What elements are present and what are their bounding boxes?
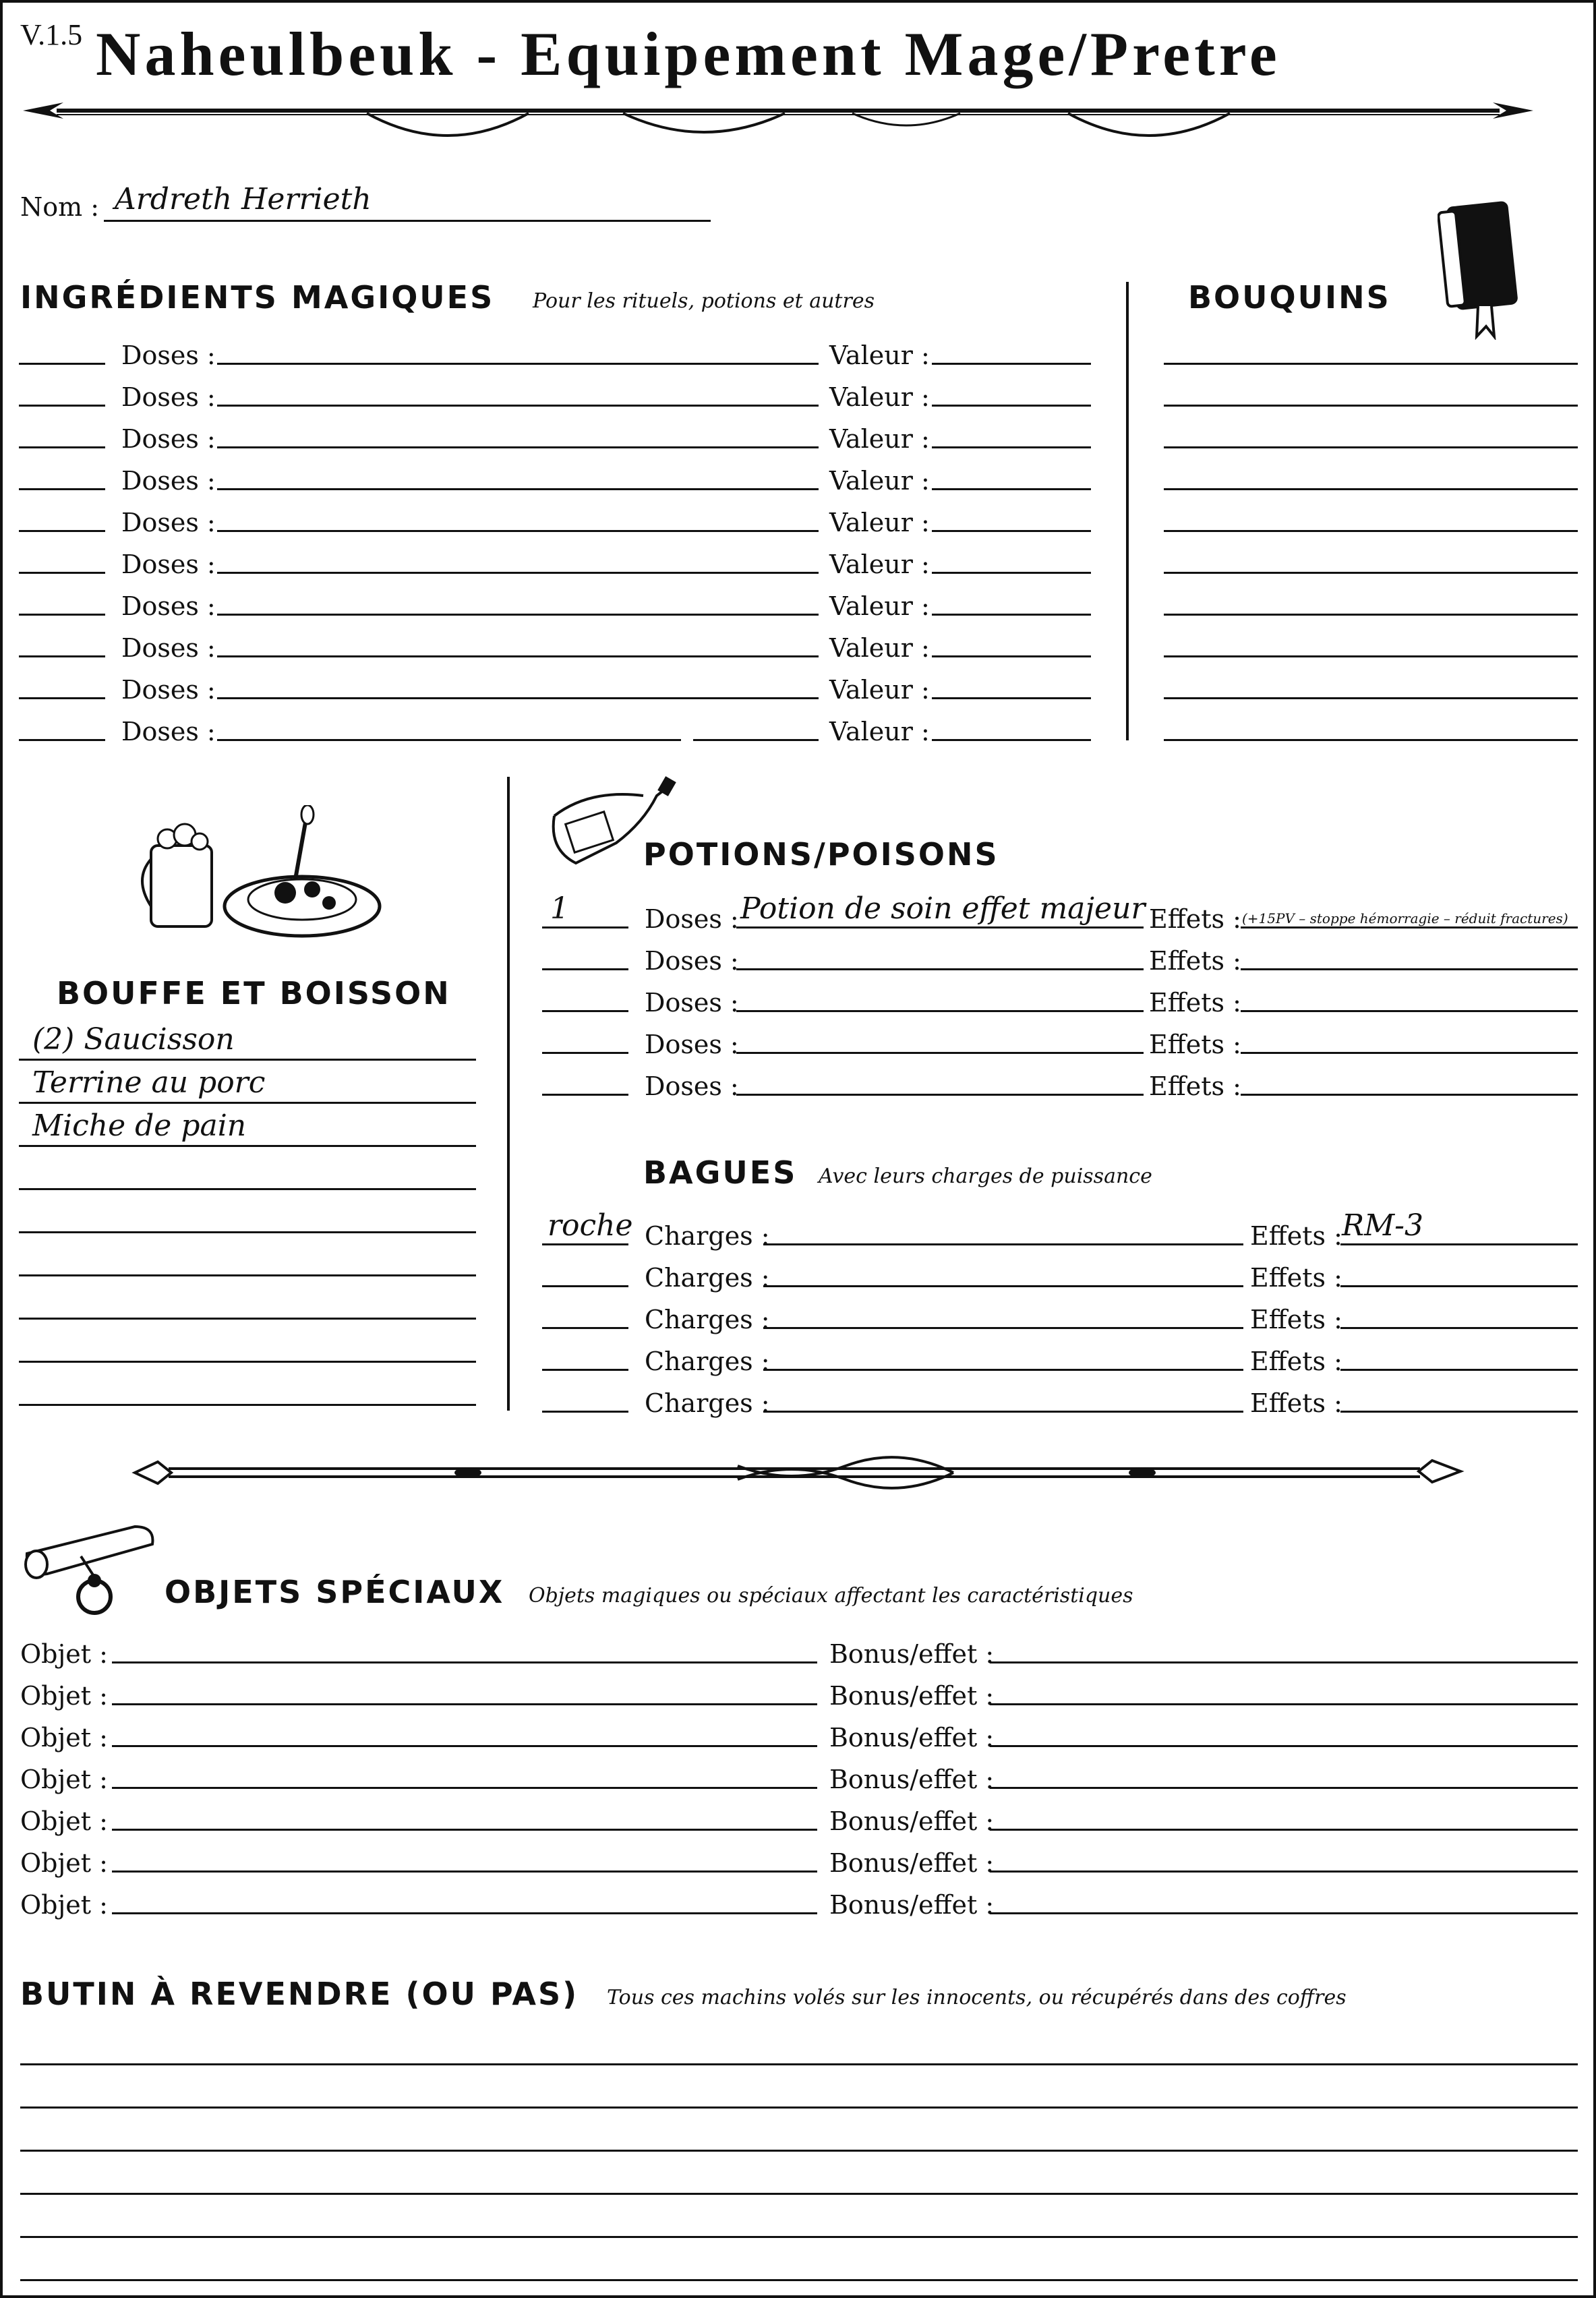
ring-charges-field[interactable]	[763, 1411, 1243, 1413]
ring-effect-field[interactable]	[1340, 1285, 1578, 1287]
ingredient-value-label: Valeur :	[829, 633, 930, 663]
ring-effects-label: Effets :	[1250, 1221, 1342, 1251]
ring-charges-label: Charges :	[645, 1388, 770, 1418]
loot-subtitle: Tous ces machins volés sur les innocents, ou récupérés dans des coffres	[607, 1986, 1347, 2009]
ingredient-qty-field[interactable]	[19, 739, 105, 741]
ingredient-name-field[interactable]	[217, 488, 819, 490]
potion-doses-label: Doses :	[645, 904, 739, 934]
ring-charges-field[interactable]	[763, 1285, 1243, 1287]
ingredient-value-label: Valeur :	[829, 424, 930, 454]
ring-effect-field[interactable]	[1340, 1327, 1578, 1329]
food-line[interactable]	[19, 1404, 476, 1406]
book-line[interactable]	[1164, 655, 1578, 657]
book-line[interactable]	[1164, 446, 1578, 448]
potion-qty-field[interactable]	[542, 1094, 628, 1096]
version-label: V.1.5	[20, 18, 83, 51]
ring-charges-label: Charges :	[645, 1305, 770, 1334]
potion-name-field[interactable]	[736, 1094, 1144, 1096]
book-line[interactable]	[1164, 530, 1578, 532]
special-bonus-label: Bonus/effet :	[829, 1681, 995, 1711]
ring-qty-value[interactable]: roche	[548, 1208, 633, 1243]
potion-effect-field[interactable]	[1241, 926, 1578, 929]
ingredient-name-field[interactable]	[217, 614, 819, 616]
name-label: Nom :	[20, 192, 100, 222]
ring-charges-field[interactable]	[763, 1327, 1243, 1329]
food-line[interactable]	[19, 1145, 476, 1147]
potion-qty-field[interactable]	[542, 968, 628, 970]
special-bonus-label: Bonus/effet :	[829, 1806, 995, 1836]
ingredient-doses-label: Doses :	[121, 675, 216, 705]
ingredient-value-field[interactable]	[932, 655, 1091, 657]
ring-effect-field[interactable]	[1340, 1411, 1578, 1413]
special-object-field[interactable]	[112, 1912, 817, 1914]
ingredient-value-field[interactable]	[932, 530, 1091, 532]
potion-effect-value[interactable]: (+15PV – stoppe hémorragie – réduit fractures)	[1242, 910, 1568, 926]
book-line[interactable]	[1164, 572, 1578, 574]
ingredient-name-field[interactable]	[217, 697, 819, 699]
loot-line[interactable]	[20, 2106, 1578, 2109]
potion-name-field[interactable]	[736, 1052, 1144, 1054]
name-line	[104, 220, 711, 222]
special-object-field[interactable]	[112, 1870, 817, 1873]
ingredient-qty-field[interactable]	[19, 572, 105, 574]
ingredient-doses-label: Doses :	[121, 717, 216, 746]
ingredient-value-label: Valeur :	[829, 591, 930, 621]
ingredient-name-field[interactable]	[217, 739, 681, 741]
food-title: BOUFFE ET BOISSON	[57, 975, 451, 1011]
loot-line[interactable]	[20, 2279, 1578, 2281]
special-bonus-label: Bonus/effet :	[829, 1765, 995, 1794]
ingredient-qty-field[interactable]	[19, 363, 105, 365]
bouquins-title: BOUQUINS	[1188, 279, 1391, 316]
ingredient-name-field[interactable]	[217, 572, 819, 574]
ingredient-name-field-2[interactable]	[693, 739, 819, 741]
special-bonus-field[interactable]	[990, 1912, 1578, 1914]
special-object-field[interactable]	[112, 1661, 817, 1663]
ingredient-value-label: Valeur :	[829, 341, 930, 370]
loot-title: BUTIN À REVENDRE (OU PAS)	[20, 1976, 579, 2012]
ingredient-qty-field[interactable]	[19, 655, 105, 657]
scroll-ring-icon	[20, 1513, 162, 1621]
special-bonus-field[interactable]	[990, 1745, 1578, 1747]
ingredient-qty-field[interactable]	[19, 405, 105, 407]
rings-title: BAGUES	[643, 1154, 798, 1191]
special-object-field[interactable]	[112, 1829, 817, 1831]
food-item[interactable]: Miche de pain	[32, 1109, 247, 1143]
potion-doses-label: Doses :	[645, 1071, 739, 1101]
ingredient-qty-field[interactable]	[19, 446, 105, 448]
ingredients-divider	[1126, 282, 1129, 740]
food-line[interactable]	[19, 1361, 476, 1363]
ingredient-doses-label: Doses :	[121, 633, 216, 663]
ring-qty-field[interactable]	[542, 1327, 628, 1329]
potion-effects-label: Effets :	[1149, 1071, 1241, 1101]
special-bonus-field[interactable]	[990, 1787, 1578, 1789]
book-line[interactable]	[1164, 405, 1578, 407]
potion-effects-label: Effets :	[1149, 904, 1241, 934]
ring-effects-label: Effets :	[1250, 1347, 1342, 1376]
potion-name-field[interactable]	[736, 1010, 1144, 1012]
ring-charges-field[interactable]	[763, 1369, 1243, 1371]
ring-qty-field[interactable]	[542, 1411, 628, 1413]
ring-effect-field[interactable]	[1340, 1369, 1578, 1371]
ring-charges-field[interactable]	[763, 1243, 1243, 1245]
ingredient-value-field[interactable]	[932, 446, 1091, 448]
ingredient-name-field[interactable]	[217, 405, 819, 407]
ring-charges-label: Charges :	[645, 1347, 770, 1376]
ingredient-value-field[interactable]	[932, 572, 1091, 574]
ingredient-doses-label: Doses :	[121, 550, 216, 579]
ring-qty-field[interactable]	[542, 1243, 628, 1245]
book-line[interactable]	[1164, 488, 1578, 490]
potion-effect-field[interactable]	[1241, 1094, 1578, 1096]
ingredient-value-field[interactable]	[932, 363, 1091, 365]
ingredient-doses-label: Doses :	[121, 382, 216, 412]
ingredient-doses-label: Doses :	[121, 466, 216, 496]
ingredient-name-field[interactable]	[217, 363, 819, 365]
book-line[interactable]	[1164, 363, 1578, 365]
ring-charges-label: Charges :	[645, 1263, 770, 1293]
ingredient-value-field[interactable]	[932, 488, 1091, 490]
ingredient-value-field[interactable]	[932, 697, 1091, 699]
potion-effect-field[interactable]	[1241, 1010, 1578, 1012]
food-item[interactable]: Terrine au porc	[32, 1065, 266, 1100]
special-subtitle: Objets magiques ou spéciaux affectant les caractéristiques	[529, 1584, 1133, 1608]
loot-line[interactable]	[20, 2063, 1578, 2065]
ingredient-name-field[interactable]	[217, 530, 819, 532]
staff-divider-icon	[131, 1446, 1466, 1500]
potion-effects-label: Effets :	[1149, 946, 1241, 976]
ingredient-value-label: Valeur :	[829, 508, 930, 537]
ingredient-value-label: Valeur :	[829, 550, 930, 579]
ingredient-doses-label: Doses :	[121, 508, 216, 537]
ingredients-subtitle: Pour les rituels, potions et autres	[533, 289, 875, 313]
food-platter-icon	[140, 805, 383, 947]
ring-effects-label: Effets :	[1250, 1388, 1342, 1418]
ingredient-value-label: Valeur :	[829, 382, 930, 412]
special-bonus-field[interactable]	[990, 1829, 1578, 1831]
ring-qty-field[interactable]	[542, 1369, 628, 1371]
potion-name-value[interactable]: Potion de soin effet majeur	[740, 891, 1146, 926]
book-line[interactable]	[1164, 614, 1578, 616]
ingredient-qty-field[interactable]	[19, 488, 105, 490]
special-object-field[interactable]	[112, 1745, 817, 1747]
ring-effect-field[interactable]	[1340, 1243, 1578, 1245]
ingredient-value-label: Valeur :	[829, 675, 930, 705]
loot-line[interactable]	[20, 2193, 1578, 2195]
food-line[interactable]	[19, 1231, 476, 1233]
ingredient-value-field[interactable]	[932, 405, 1091, 407]
potions-title: POTIONS/POISONS	[643, 836, 999, 873]
ingredient-name-field[interactable]	[217, 446, 819, 448]
potion-qty-value[interactable]: 1	[550, 891, 569, 926]
potion-name-field[interactable]	[736, 926, 1144, 929]
special-object-label: Objet :	[20, 1848, 108, 1878]
special-bonus-label: Bonus/effet :	[829, 1890, 995, 1920]
potion-effect-field[interactable]	[1241, 1052, 1578, 1054]
ring-effects-label: Effets :	[1250, 1263, 1342, 1293]
food-line[interactable]	[19, 1274, 476, 1276]
page-title: Naheulbeuk - Equipement Mage/Pretre	[96, 20, 1281, 88]
potion-effects-label: Effets :	[1149, 1030, 1241, 1059]
ingredients-title: INGRÉDIENTS MAGIQUES	[20, 279, 495, 316]
book-line[interactable]	[1164, 697, 1578, 699]
ingredient-value-label: Valeur :	[829, 466, 930, 496]
ingredient-name-field[interactable]	[217, 655, 819, 657]
ingredient-value-field[interactable]	[932, 739, 1091, 741]
special-object-field[interactable]	[112, 1703, 817, 1705]
food-line[interactable]	[19, 1059, 476, 1061]
special-object-label: Objet :	[20, 1681, 108, 1711]
food-line[interactable]	[19, 1188, 476, 1190]
character-name-value[interactable]: Ardreth Herrieth	[115, 182, 372, 216]
food-item[interactable]: (2) Saucisson	[32, 1022, 235, 1057]
ingredient-qty-field[interactable]	[19, 530, 105, 532]
book-line[interactable]	[1164, 739, 1578, 741]
loot-line[interactable]	[20, 2236, 1578, 2238]
book-icon	[1438, 198, 1518, 340]
special-bonus-label: Bonus/effet :	[829, 1723, 995, 1752]
potion-effect-field[interactable]	[1241, 968, 1578, 970]
ingredient-value-field[interactable]	[932, 614, 1091, 616]
ingredient-value-label: Valeur :	[829, 717, 930, 746]
spear-divider-icon	[16, 90, 1540, 151]
potion-doses-label: Doses :	[645, 988, 739, 1018]
food-line[interactable]	[19, 1102, 476, 1104]
special-bonus-field[interactable]	[990, 1870, 1578, 1873]
loot-line[interactable]	[20, 2150, 1578, 2152]
food-line[interactable]	[19, 1318, 476, 1320]
special-bonus-field[interactable]	[990, 1703, 1578, 1705]
special-object-label: Objet :	[20, 1806, 108, 1836]
special-bonus-label: Bonus/effet :	[829, 1639, 995, 1669]
ingredient-qty-field[interactable]	[19, 614, 105, 616]
ring-charges-label: Charges :	[645, 1221, 770, 1251]
potion-qty-field[interactable]	[542, 1052, 628, 1054]
ingredient-doses-label: Doses :	[121, 341, 216, 370]
special-object-label: Objet :	[20, 1723, 108, 1752]
ingredient-doses-label: Doses :	[121, 424, 216, 454]
potion-effects-label: Effets :	[1149, 988, 1241, 1018]
special-title: OBJETS SPÉCIAUX	[165, 1574, 505, 1610]
special-object-label: Objet :	[20, 1765, 108, 1794]
potion-name-field[interactable]	[736, 968, 1144, 970]
ring-effect-value[interactable]: RM-3	[1342, 1208, 1424, 1243]
special-object-label: Objet :	[20, 1890, 108, 1920]
ingredient-qty-field[interactable]	[19, 697, 105, 699]
special-object-field[interactable]	[112, 1787, 817, 1789]
ring-effects-label: Effets :	[1250, 1305, 1342, 1334]
special-object-label: Objet :	[20, 1639, 108, 1669]
ingredient-doses-label: Doses :	[121, 591, 216, 621]
special-bonus-field[interactable]	[990, 1661, 1578, 1663]
ring-qty-field[interactable]	[542, 1285, 628, 1287]
potion-qty-field[interactable]	[542, 1010, 628, 1012]
potion-doses-label: Doses :	[645, 1030, 739, 1059]
food-potions-divider	[507, 777, 510, 1411]
special-bonus-label: Bonus/effet :	[829, 1848, 995, 1878]
potion-qty-field[interactable]	[542, 926, 628, 929]
potion-doses-label: Doses :	[645, 946, 739, 976]
rings-subtitle: Avec leurs charges de puissance	[819, 1165, 1152, 1188]
